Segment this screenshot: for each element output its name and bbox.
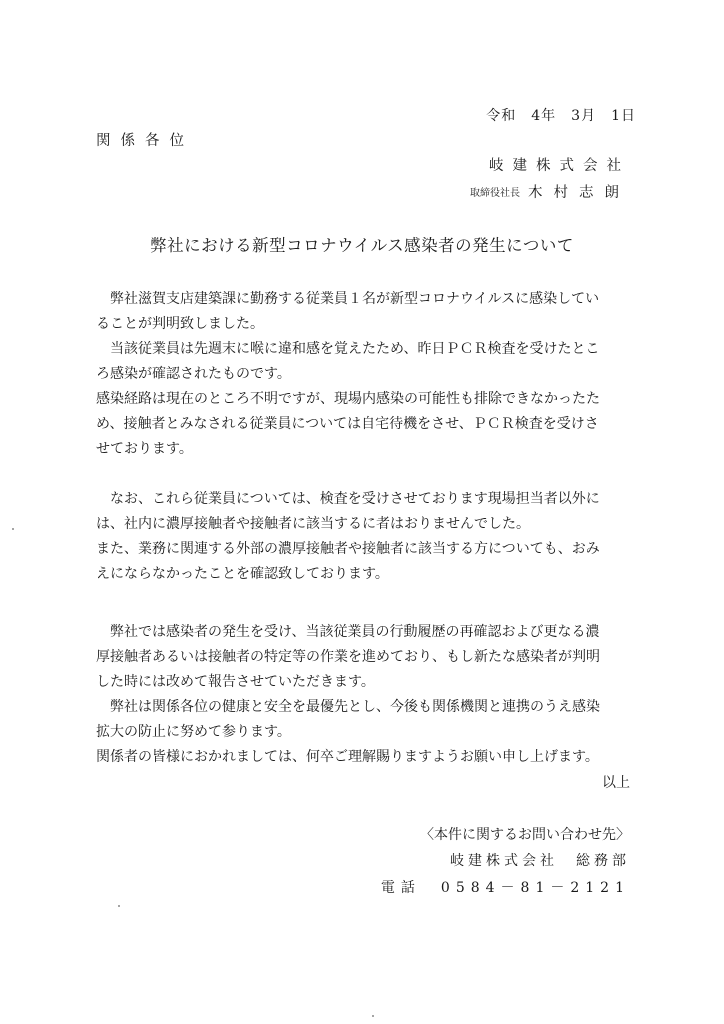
body-line: 弊社滋賀支店建築課に勤務する従業員１名が新型コロナウイルスに感染してい (96, 291, 600, 307)
scan-speck (118, 905, 120, 907)
body-line: 感染経路は現在のところ不明ですが、現場内感染の可能性も排除できなかったた (96, 391, 600, 407)
scan-speck (372, 1015, 374, 1017)
body-line: は、社内に濃厚接触者や接触者に該当するに者はおりませんでした。 (96, 516, 530, 532)
body-line: えにならなかったことを確認致しております。 (96, 566, 389, 582)
body-line: 厚接触者あるいは接触者の特定等の作業を進めており、もし新たな感染者が判明 (96, 649, 600, 665)
closing-mark: 以上 (602, 775, 630, 791)
body-line: ろ感染が確認されたものです。 (96, 366, 291, 382)
scan-speck (12, 528, 14, 530)
body-line: せております。 (96, 441, 193, 457)
issue-date: 令和 4年 3月 1日 (486, 108, 636, 124)
body-line: また、業務に関連する外部の濃厚接触者や接触者に該当する方についても、おみ (96, 541, 600, 557)
signer-block (470, 181, 630, 202)
body-line: 拡大の防止に努めて参ります。 (96, 724, 291, 740)
body-line: め、接触者とみなされる従業員については自宅待機をさせ、ＰＣＲ検査を受けさ (96, 416, 599, 432)
company-name: 岐建株式会社 (489, 158, 630, 174)
contact-phone: 電話 0584－81－2121 (380, 880, 630, 896)
body-line: 弊社では感染者の発生を受け、当該従業員の行動履歴の再確認および更なる濃 (96, 624, 600, 640)
addressee: 関係各位 (96, 133, 194, 149)
body-line: 当該従業員は先週末に喉に違和感を覚えたため、昨日ＰＣＲ検査を受けたとこ (96, 341, 600, 357)
contact-heading: 〈本件に関するお問い合わせ先〉 (420, 827, 630, 843)
body-line: 弊社は関係各位の健康と安全を最優先とし、今後も関係機関と連携のうえ感染 (96, 699, 600, 715)
body-line: 関係者の皆様におかれましては、何卒ご理解賜りますようお願い申し上げます。 (96, 749, 599, 765)
body-line: なお、これら従業員については、検査を受けさせております現場担当者以外に (96, 491, 600, 507)
body-line: ることが判明致しました。 (96, 316, 264, 332)
document-title: 弊社における新型コロナウイルス感染者の発生について (150, 236, 574, 255)
signer-name: 木村志朗 (528, 185, 630, 201)
signer-title: 取締役社長 (470, 188, 520, 199)
contact-department: 岐建株式会社 総務部 (450, 853, 630, 869)
body-line: した時には改めて報告させていただきます。 (96, 674, 375, 690)
